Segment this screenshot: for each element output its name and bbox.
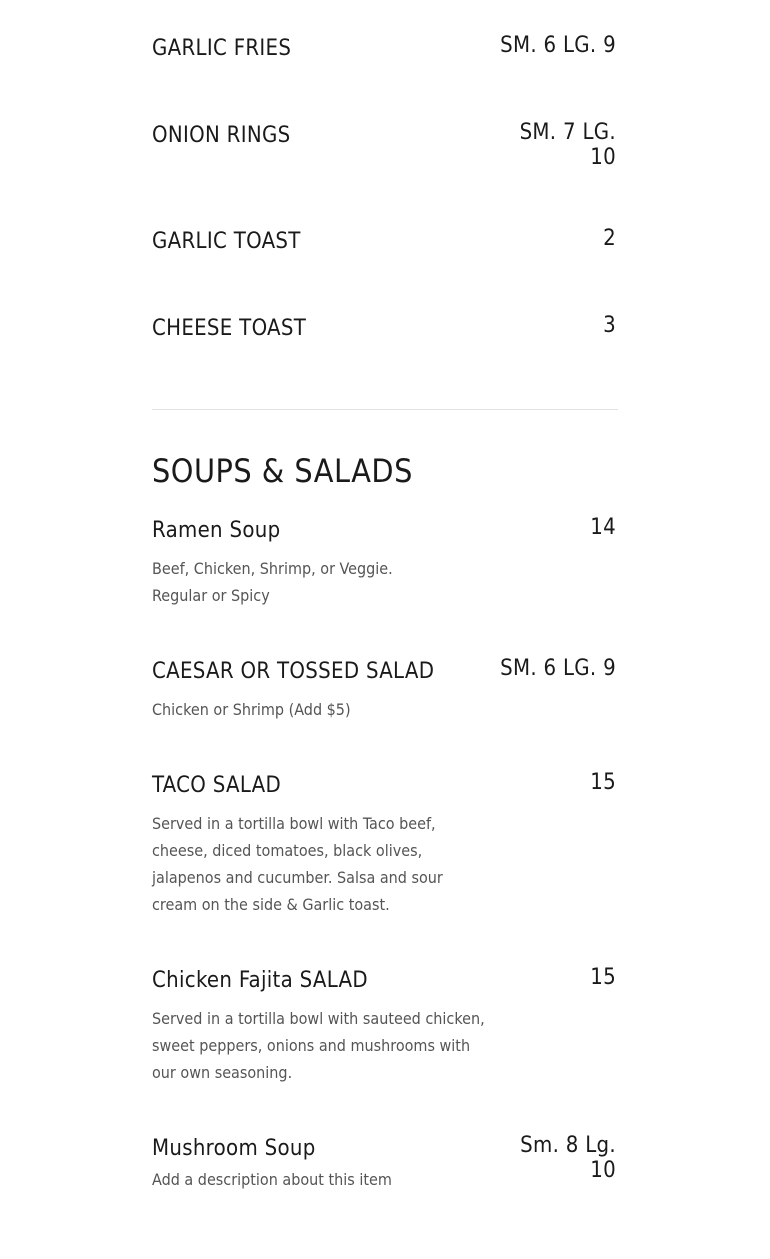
item-description: Beef, Chicken, Shrimp, or Veggie. Regular or Spicy xyxy=(152,559,393,605)
item-name: ONION RINGS xyxy=(152,123,291,148)
item-description: Add a description about this item xyxy=(152,1170,392,1189)
item-name: Chicken Fajita SALAD xyxy=(152,968,368,993)
item-price: SM. 6 LG. 9 xyxy=(500,656,616,681)
item-price: 3 xyxy=(603,313,616,338)
item-name: CHEESE TOAST xyxy=(152,316,307,341)
item-description: Served in a tortilla bowl with sauteed chicken, sweet peppers, onions and mushrooms with our own seasoning. xyxy=(152,1009,485,1082)
item-price: SM. 7 LG. 10 xyxy=(519,120,616,170)
item-description: Served in a tortilla bowl with Taco beef, cheese, diced tomatoes, black olives, jalapenos and cucumber. Salsa and sour cream on the side & Garlic toast. xyxy=(152,814,443,914)
item-name: TACO SALAD xyxy=(152,773,282,798)
item-name: GARLIC FRIES xyxy=(152,36,292,61)
item-name: GARLIC TOAST xyxy=(152,229,301,254)
section-title: SOUPS & SALADS xyxy=(152,452,413,490)
item-price: Sm. 8 Lg. 10 xyxy=(520,1133,616,1183)
item-price: 15 xyxy=(590,770,616,795)
item-price: 14 xyxy=(590,515,616,540)
item-price: SM. 6 LG. 9 xyxy=(500,33,616,58)
item-price: 15 xyxy=(590,965,616,990)
item-price: 2 xyxy=(603,226,616,251)
item-name: Ramen Soup xyxy=(152,518,281,543)
item-name: Mushroom Soup xyxy=(152,1136,316,1161)
item-name: CAESAR OR TOSSED SALAD xyxy=(152,659,435,684)
item-description: Chicken or Shrimp (Add $5) xyxy=(152,700,351,719)
section-divider xyxy=(152,409,618,410)
